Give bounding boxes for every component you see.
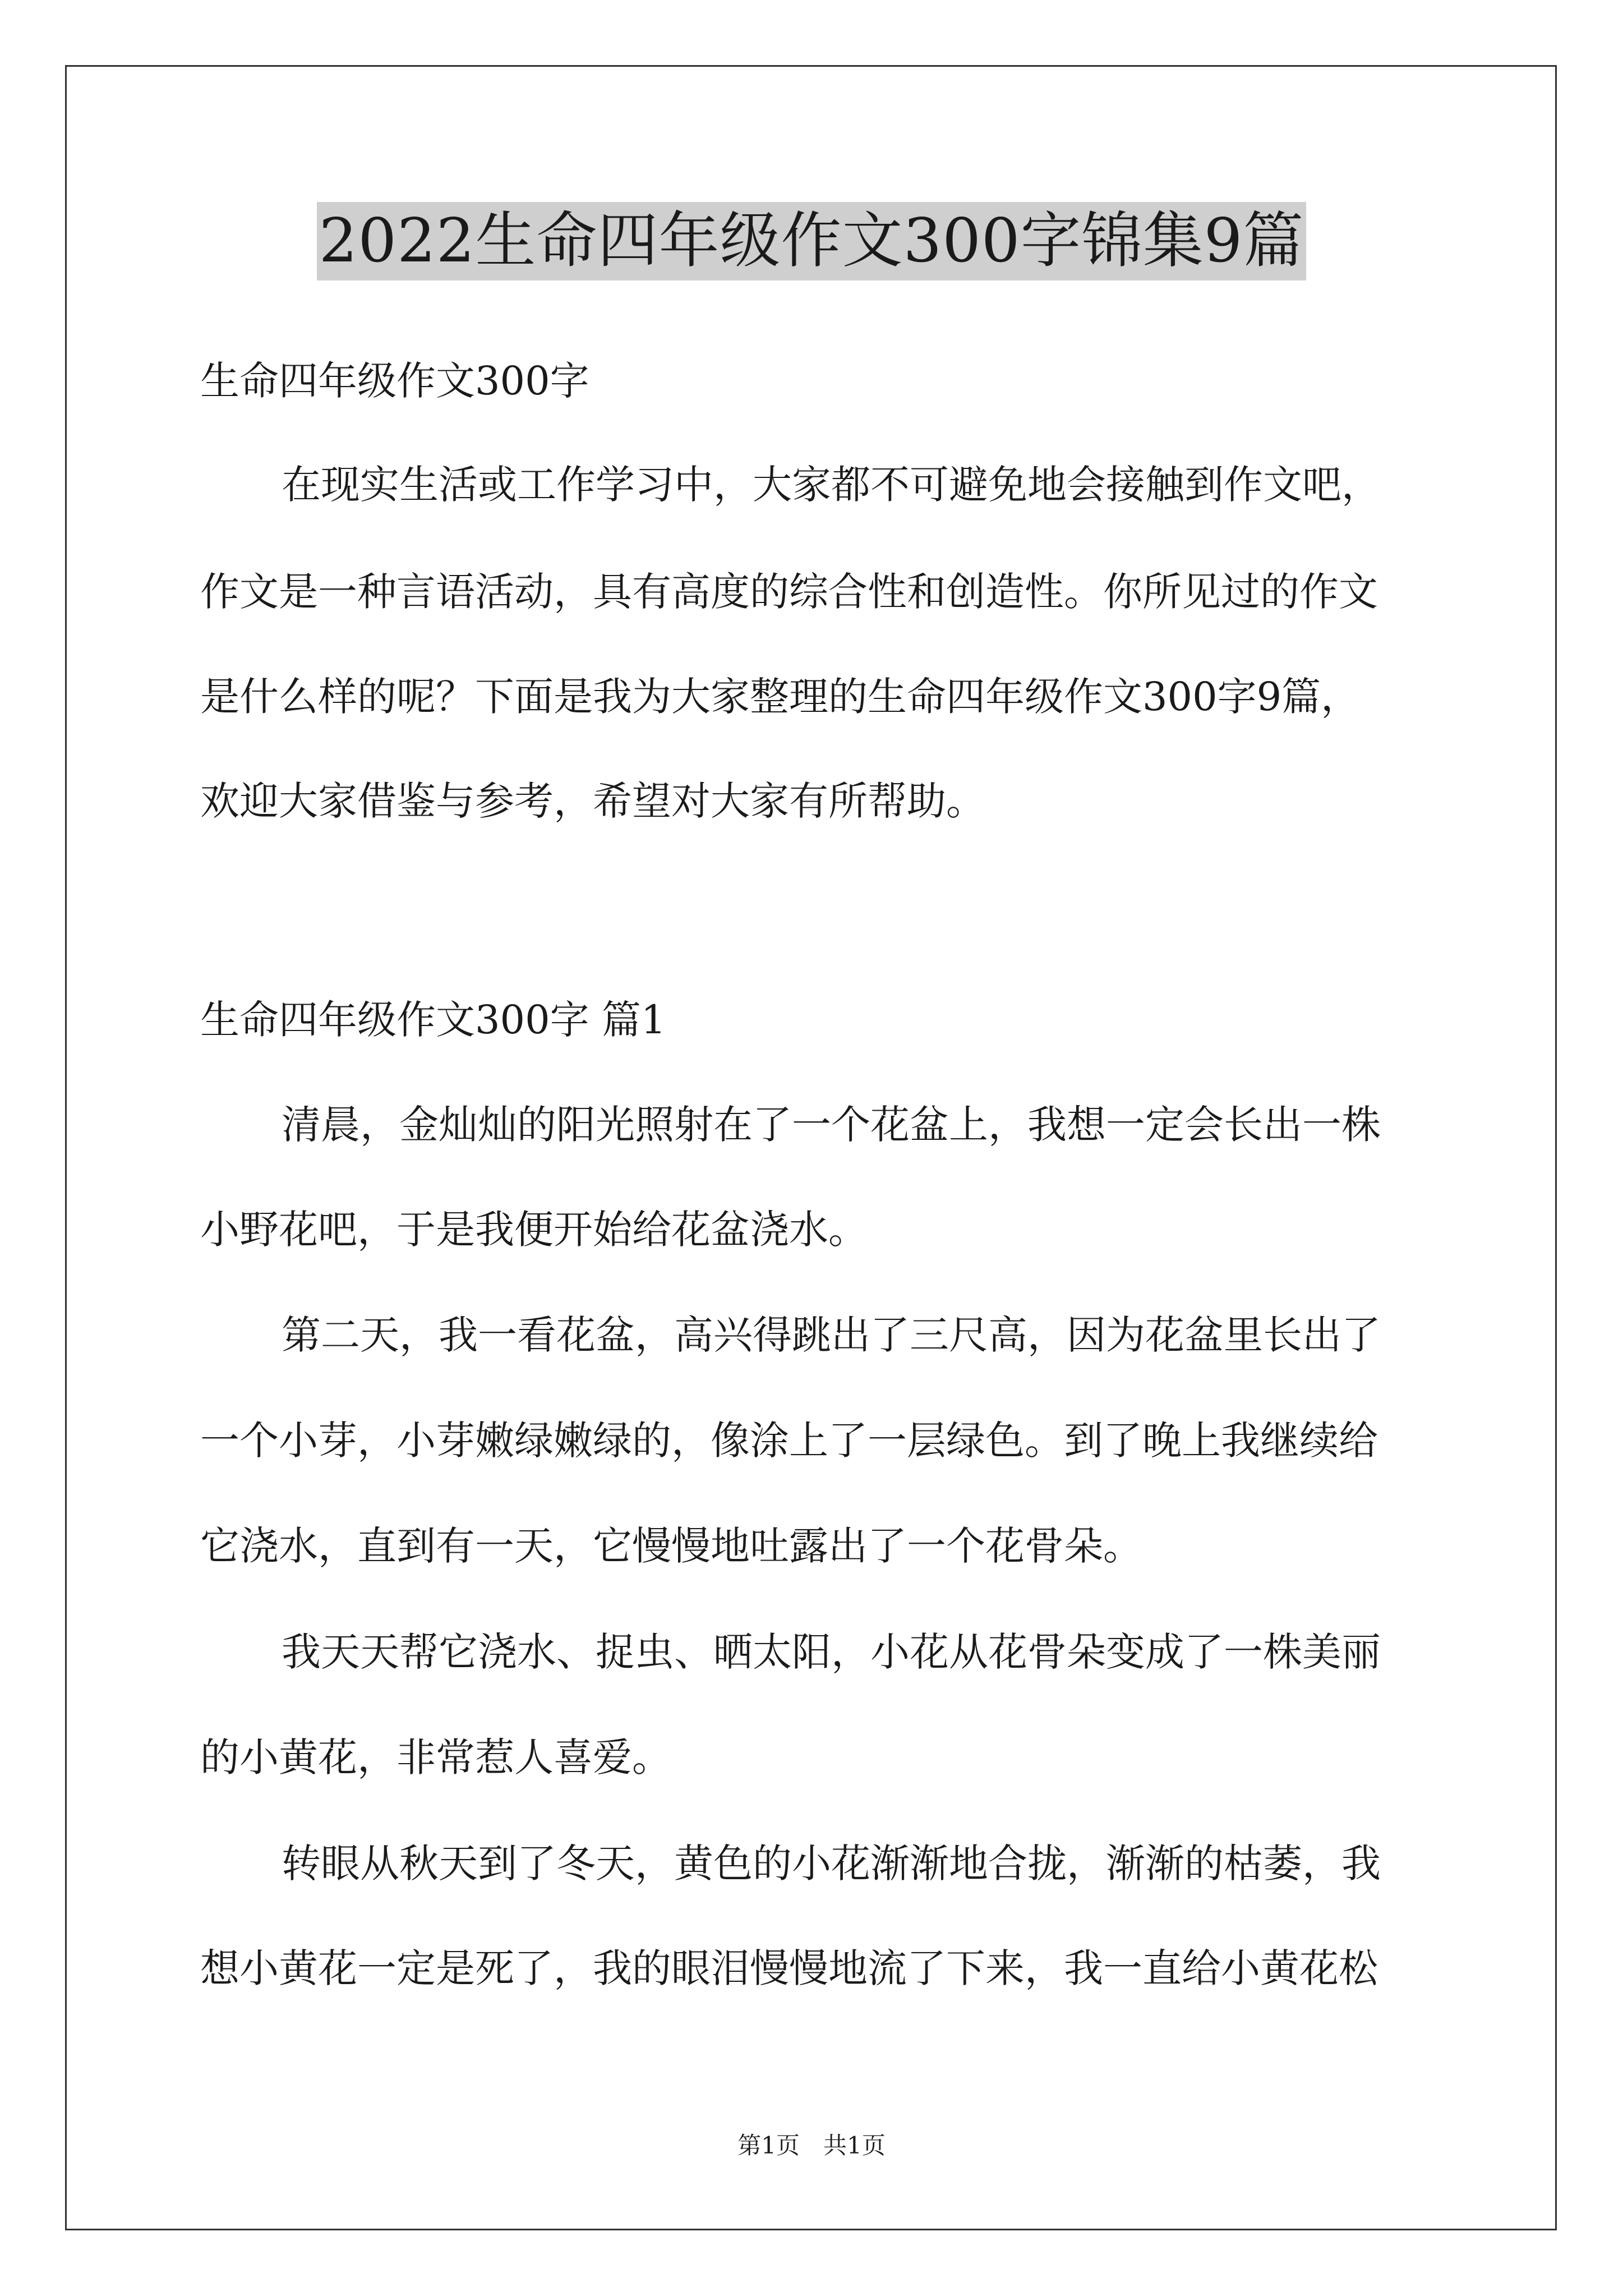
body-line-7: 的小黄花，非常惹人喜爱。 [200, 1734, 671, 1780]
intro-line-1: 在现实生活或工作学习中，大家都不可避免地会接触到作文吧， [282, 462, 1381, 508]
intro-line-3: 是什么样的呢？下面是我为大家整理的生命四年级作文300字9篇， [200, 674, 1361, 720]
document-title: 2022生命四年级作文300字锦集9篇 [317, 202, 1307, 280]
body-line-2: 小野花吧，于是我便开始给花盆浇水。 [200, 1207, 868, 1253]
body-line-1: 清晨，金灿灿的阳光照射在了一个花盆上，我想一定会长出一株 [282, 1102, 1381, 1148]
body-line-5: 它浇水，直到有一天，它慢慢地吐露出了一个花骨朵。 [200, 1523, 1142, 1569]
body-line-9: 想小黄花一定是死了，我的眼泪慢慢地流了下来，我一直给小黄花松 [200, 1945, 1378, 1991]
intro-subheading: 生命四年级作文300字 [200, 358, 589, 404]
title-container [0, 202, 1623, 280]
intro-line-4: 欢迎大家借鉴与参考，希望对大家有所帮助。 [200, 778, 985, 824]
body-line-8: 转眼从秋天到了冬天，黄色的小花渐渐地合拢，渐渐的枯萎，我 [282, 1841, 1381, 1887]
body-line-3: 第二天，我一看花盆，高兴得跳出了三尺高，因为花盆里长出了 [282, 1312, 1381, 1358]
body-line-4: 一个小芽，小芽嫩绿嫩绿的，像涂上了一层绿色。到了晚上我继续给 [200, 1418, 1378, 1464]
page-footer: 第1页 共1页 [737, 2132, 886, 2159]
intro-line-2: 作文是一种言语活动，具有高度的综合性和创造性。你所见过的作文 [200, 569, 1378, 615]
body-line-6: 我天天帮它浇水、捉虫、晒太阳，小花从花骨朵变成了一株美丽 [282, 1629, 1381, 1675]
section-1-heading: 生命四年级作文300字 篇1 [200, 997, 666, 1043]
